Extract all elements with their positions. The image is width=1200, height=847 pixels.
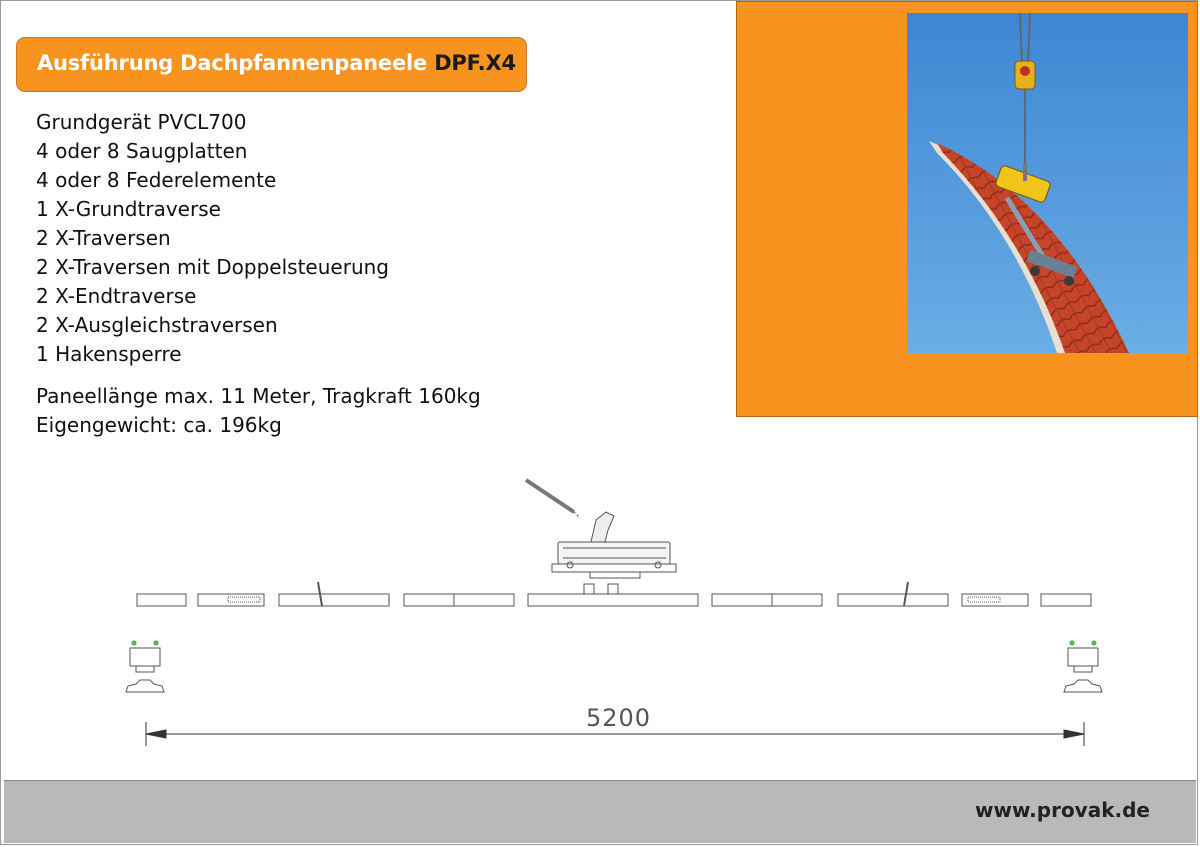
- base-unit-drawing: [526, 480, 676, 578]
- spec-item: 4 oder 8 Saugplatten: [36, 139, 248, 163]
- panel-length-note: Paneellänge max. 11 Meter, Tragkraft 160kg: [36, 384, 481, 408]
- spec-item: 2 X-Endtraverse: [36, 284, 197, 308]
- title-label: Ausführung Dachpfannenpaneele: [37, 51, 428, 75]
- spec-item: 2 X-Traversen mit Doppelsteuerung: [36, 255, 389, 279]
- right-end-unit: [1064, 641, 1102, 692]
- traverse-row: [137, 582, 1091, 606]
- spec-notes: [36, 382, 481, 440]
- title-banner: [16, 37, 527, 92]
- weight-note: Eigengewicht: ca. 196kg: [36, 413, 282, 437]
- spec-item: 2 X-Ausgleichstraversen: [36, 313, 278, 337]
- crane-lifting-photo: [907, 13, 1188, 353]
- spec-item: 1 Hakensperre: [36, 342, 182, 366]
- left-end-unit: [126, 641, 164, 692]
- technical-drawing: [118, 460, 1138, 760]
- spec-item: 1 X-Grundtraverse: [36, 197, 221, 221]
- model-code: DPF.X4: [434, 51, 516, 75]
- spec-item: 4 oder 8 Federelemente: [36, 168, 277, 192]
- spec-item: 2 X-Traversen: [36, 226, 171, 250]
- footer-bar: [4, 780, 1196, 843]
- spec-item: Grundgerät PVCL700: [36, 110, 247, 134]
- page-title: [37, 51, 516, 75]
- spec-list: [36, 108, 389, 369]
- website-link[interactable]: www.provak.de: [975, 798, 1150, 822]
- dimension-label: 5200: [586, 704, 652, 732]
